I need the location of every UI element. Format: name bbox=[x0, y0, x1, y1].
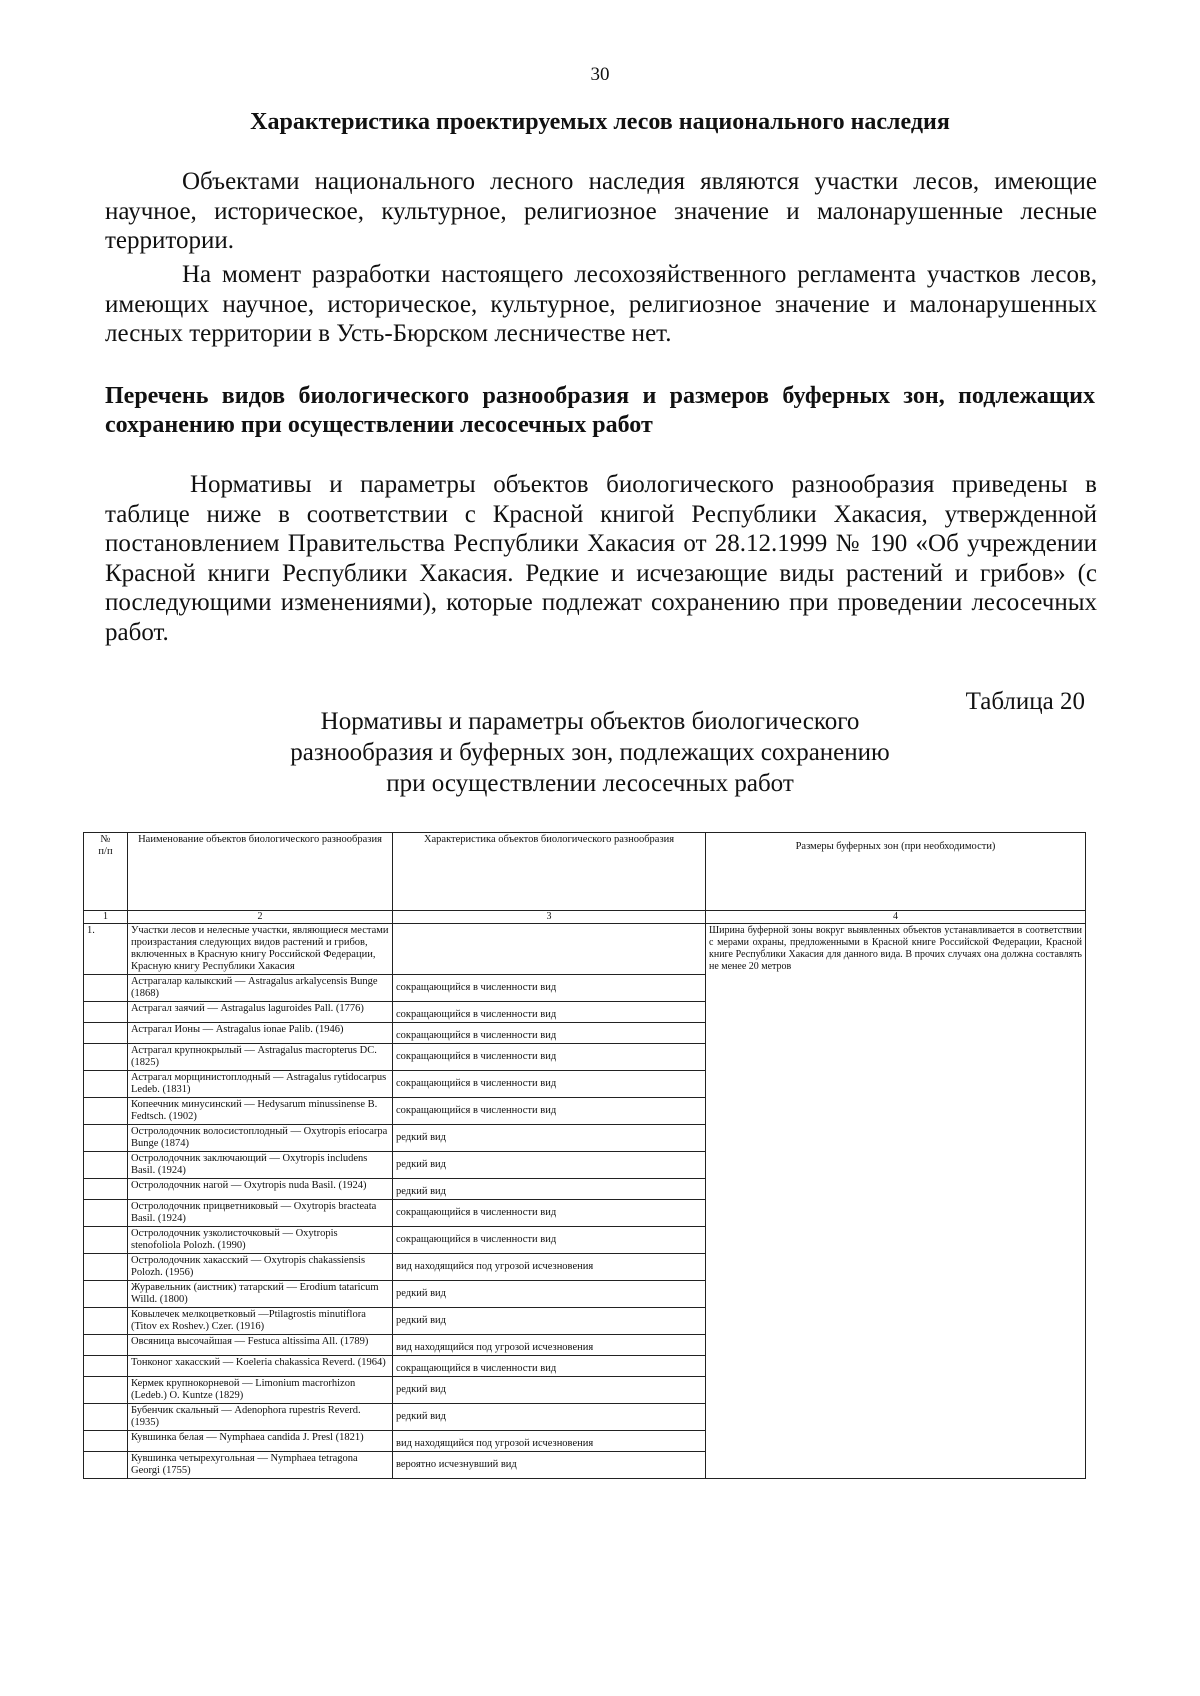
table-header-row bbox=[84, 833, 1086, 911]
species-name: Остролодочник хакасский — Oxytropis chakassiensis Polozh. (1956) bbox=[128, 1254, 393, 1281]
row-number-cell bbox=[84, 1377, 128, 1404]
biodiversity-table-container bbox=[83, 832, 1085, 1479]
section-title-biodiversity: Перечень видов биологического разнообразия и размеров буферных зон, подлежащих сохранению при осуществлении лесосечных работ bbox=[105, 383, 1095, 438]
row-number-cell bbox=[84, 1281, 128, 1308]
row-number-cell bbox=[84, 1125, 128, 1152]
species-name: Остролодочник узколисточковый — Oxytropis stenofoliola Polozh. (1990) bbox=[128, 1227, 393, 1254]
species-name: Кермек крупнокорневой — Limonium macrorhizon (Ledeb.) O. Kuntze (1829) bbox=[128, 1377, 393, 1404]
row-number-cell bbox=[84, 1452, 128, 1479]
species-status: редкий вид bbox=[393, 1125, 706, 1152]
species-status: редкий вид bbox=[393, 1308, 706, 1335]
row-number-cell bbox=[84, 1404, 128, 1431]
header-number-sign: № bbox=[100, 834, 111, 845]
species-name: Остролодочник прицветниковый — Oxytropis bracteata Basil. (1924) bbox=[128, 1200, 393, 1227]
column-number: 3 bbox=[393, 911, 706, 924]
table-title bbox=[240, 706, 940, 799]
table-title-line: при осуществлении лесосечных работ bbox=[386, 770, 794, 797]
species-name: Кувшинка четырехугольная — Nymphaea tetragona Georgi (1755) bbox=[128, 1452, 393, 1479]
species-status: вероятно исчезнувший вид bbox=[393, 1452, 706, 1479]
species-name: Остролодочник нагой — Oxytropis nuda Basil. (1924) bbox=[128, 1179, 393, 1200]
row-number-cell bbox=[84, 1308, 128, 1335]
species-name: Ковылечек мелкоцветковый —Ptilagrostis minutiflora (Titov ex Roshev.) Czer. (1916) bbox=[128, 1308, 393, 1335]
table-label: Таблица 20 bbox=[965, 688, 1085, 715]
species-status: редкий вид bbox=[393, 1281, 706, 1308]
table-title-line: Нормативы и параметры объектов биологического bbox=[320, 708, 860, 735]
species-status: сокращающийся в численности вид bbox=[393, 1356, 706, 1377]
column-number: 4 bbox=[706, 911, 1086, 924]
species-name: Остролодочник заключающий — Oxytropis includens Basil. (1924) bbox=[128, 1152, 393, 1179]
species-name: Остролодочник волосистоплодный — Oxytropis eriocarpa Bunge (1874) bbox=[128, 1125, 393, 1152]
species-status: сокращающийся в численности вид bbox=[393, 1227, 706, 1254]
header-characteristic: Характеристика объектов биологического разнообразия bbox=[393, 833, 706, 911]
row-number-cell bbox=[84, 1335, 128, 1356]
species-status: вид находящийся под угрозой исчезновения bbox=[393, 1335, 706, 1356]
row-number-cell bbox=[84, 1071, 128, 1098]
species-name: Копеечник минусинский — Hedysarum minussinense B. Fedtsch. (1902) bbox=[128, 1098, 393, 1125]
species-status: сокращающийся в численности вид bbox=[393, 1044, 706, 1071]
header-name: Наименование объектов биологического разнообразия bbox=[128, 833, 393, 911]
group-name: Участки лесов и нелесные участки, являющиеся местами произрастания следующих видов растений и грибов, включенных в Красную книгу Российской Федерации, Красную книгу Республики Хакасия bbox=[128, 924, 393, 975]
species-name: Овсяница высочайшая — Festuca altissima All. (1789) bbox=[128, 1335, 393, 1356]
section-title-national-heritage: Характеристика проектируемых лесов национального наследия bbox=[250, 109, 950, 135]
row-number-cell bbox=[84, 1200, 128, 1227]
species-name: Астрагал морщинистоплодный — Astragalus rytidocarpus Ledeb. (1831) bbox=[128, 1071, 393, 1098]
page-number: 30 bbox=[590, 64, 610, 85]
species-name: Астрагал заячий — Astragalus laguroides Pall. (1776) bbox=[128, 1002, 393, 1023]
row-number-cell bbox=[84, 1023, 128, 1044]
paragraph-heritage-absent: На момент разработки настоящего лесохозяйственного регламента участков лесов, имеющих научное, историческое, культурное, религиозное значение и малонарушенных лесных территории в Усть-Бюрском лесничестве нет. bbox=[105, 261, 1097, 347]
row-number-cell bbox=[84, 1152, 128, 1179]
group-characteristic bbox=[393, 924, 706, 975]
species-status: сокращающийся в численности вид bbox=[393, 1002, 706, 1023]
row-number-cell bbox=[84, 1098, 128, 1125]
column-number-row bbox=[84, 911, 1086, 924]
buffer-zone-text: Ширина буферной зоны вокруг выявленных объектов устанавливается в соответствии с мерами охраны, предложенными в Красной книге Российской Федерации, Красной книге Республики Хакасия для данного вида. В прочих случаях она должна составлять не менее 20 метров bbox=[706, 924, 1086, 1479]
table-row-group bbox=[84, 924, 1086, 975]
row-number-cell bbox=[84, 1431, 128, 1452]
row-number-cell bbox=[84, 975, 128, 1002]
row-number-cell bbox=[84, 1356, 128, 1377]
species-name: Тонконог хакасский — Koeleria chakassica Reverd. (1964) bbox=[128, 1356, 393, 1377]
row-number-cell bbox=[84, 1254, 128, 1281]
paragraph-heritage-objects: Объектами национального лесного наследия являются участки лесов, имеющие научное, историческое, культурное, религиозное значение и малонарушенные лесные территории. bbox=[105, 168, 1097, 254]
species-name: Бубенчик скальный — Adenophora rupestris Reverd. (1935) bbox=[128, 1404, 393, 1431]
column-number: 1 bbox=[84, 911, 128, 924]
species-status: редкий вид bbox=[393, 1152, 706, 1179]
row-number: 1. bbox=[84, 924, 128, 975]
row-number-cell bbox=[84, 1002, 128, 1023]
species-status: редкий вид bbox=[393, 1377, 706, 1404]
species-status: сокращающийся в численности вид bbox=[393, 1098, 706, 1125]
species-name: Астрагал крупнокрылый — Astragalus macropterus DC. (1825) bbox=[128, 1044, 393, 1071]
paragraph-biodiversity-norms: Нормативы и параметры объектов биологического разнообразия приведены в таблице ниже в соответствии с Красной книгой Республики Хакасия, утвержденной постановлением Правительства Республики Хакасия от 28.12.1999 № 190 «Об учреждении Красной книги Республики Хакасия. Редкие и исчезающие виды растений и грибов» (с последующими изменениями), которые подлежат сохранению при проведении лесосечных работ. bbox=[105, 471, 1097, 646]
species-status: сокращающийся в численности вид bbox=[393, 1071, 706, 1098]
species-status: сокращающийся в численности вид bbox=[393, 1200, 706, 1227]
table-title-line: разнообразия и буферных зон, подлежащих сохранению bbox=[290, 739, 890, 766]
species-status: вид находящийся под угрозой исчезновения bbox=[393, 1431, 706, 1452]
species-name: Астрагал Ионы — Astragalus ionae Palib. (1946) bbox=[128, 1023, 393, 1044]
header-number bbox=[84, 833, 128, 911]
header-buffer: Размеры буферных зон (при необходимости) bbox=[706, 833, 1086, 911]
biodiversity-table bbox=[83, 832, 1086, 1479]
species-status: редкий вид bbox=[393, 1179, 706, 1200]
species-status: вид находящийся под угрозой исчезновения bbox=[393, 1254, 706, 1281]
column-number: 2 bbox=[128, 911, 393, 924]
species-name: Астрагалар калыкский — Astragalus arkalycensis Bunge (1868) bbox=[128, 975, 393, 1002]
species-name: Журавельник (аистник) татарский — Erodium tataricum Willd. (1800) bbox=[128, 1281, 393, 1308]
row-number-cell bbox=[84, 1227, 128, 1254]
row-number-cell bbox=[84, 1044, 128, 1071]
header-number-abbr: п/п bbox=[98, 846, 113, 857]
row-number-cell bbox=[84, 1179, 128, 1200]
species-status: редкий вид bbox=[393, 1404, 706, 1431]
species-status: сокращающийся в численности вид bbox=[393, 1023, 706, 1044]
species-status: сокращающийся в численности вид bbox=[393, 975, 706, 1002]
species-name: Кувшинка белая — Nymphaea candida J. Presl (1821) bbox=[128, 1431, 393, 1452]
